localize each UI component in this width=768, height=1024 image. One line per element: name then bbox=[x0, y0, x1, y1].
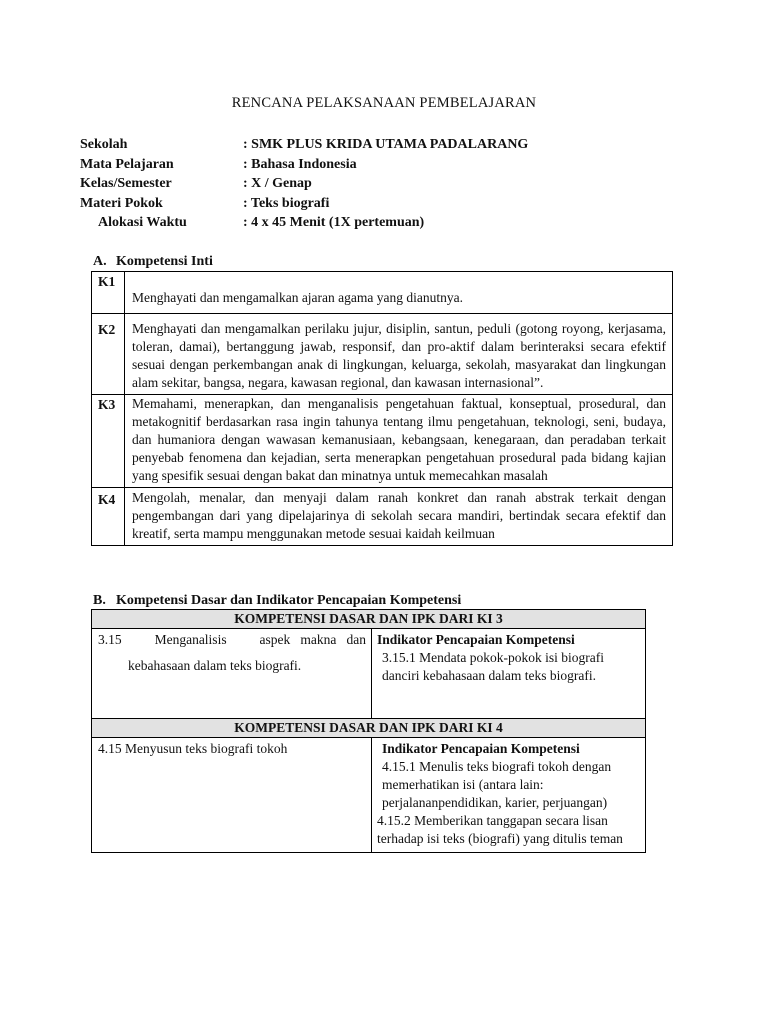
kd4-cell bbox=[92, 738, 372, 853]
table-row bbox=[92, 314, 673, 395]
section-b-heading bbox=[93, 592, 461, 610]
table-row bbox=[92, 395, 673, 488]
section-a-heading bbox=[93, 253, 213, 271]
table-row bbox=[92, 488, 673, 546]
identity-label: Materi Pokok bbox=[80, 195, 163, 211]
kd3-word: Menganalisis bbox=[154, 632, 227, 647]
ipk4-cell bbox=[372, 738, 646, 853]
kd4-text: 4.15 Menyusun teks biografi tokoh bbox=[98, 741, 288, 756]
kompetensi-inti-table bbox=[91, 271, 673, 546]
identity-block bbox=[80, 136, 640, 234]
ipk3-item: 3.15.1 Mendata pokok-pokok isi biografi danciri kebahasaan dalam teks biografi. bbox=[382, 650, 604, 683]
kd3-cell bbox=[92, 629, 372, 719]
identity-label: Alokasi Waktu bbox=[98, 215, 187, 230]
ki-description: Mengolah, menalar, dan menyaji dalam ranah konkret dan ranah abstrak terkait dengan pengembangan dari yang dipelajarinya di sekolah secara mandiri, bertindak secara efektif dan kreatif, serta mampu menggunakan metode sesuai kaidah keilmuan bbox=[125, 488, 673, 546]
ki-code: K3 bbox=[92, 395, 125, 488]
section-title: Kompetensi Inti bbox=[116, 254, 213, 269]
ipk4-item: 4.15.2 Memberikan tanggapan secara lisan terhadap isi teks (biografi) yang ditulis teman bbox=[377, 813, 623, 846]
table-header-row bbox=[92, 719, 646, 738]
kompetensi-dasar-table bbox=[91, 609, 646, 853]
section-number: B. bbox=[93, 593, 106, 608]
section-title: Kompetensi Dasar dan Indikator Pencapaian Kompetensi bbox=[116, 593, 462, 608]
ki-description: Menghayati dan mengamalkan perilaku jujur, disiplin, santun, peduli (gotong royong, kerjasama, toleran, damai), bertanggung jawab, responsif, dan pro-aktif dalam berinteraksi secara efektif sesuai dengan perkembangan anak di lingkungan, keluarga, sekolah, masyarakat dan lingkungan alam sekitar, bangsa, negara, kawasan regional, dan kawasan internasional”. bbox=[125, 314, 673, 395]
ki-code: K2 bbox=[92, 314, 125, 395]
identity-row-school bbox=[80, 136, 640, 156]
kd3-line2: kebahasaan dalam teks biografi. bbox=[128, 658, 302, 673]
ipk4-title: Indikator Pencapaian Kompetensi bbox=[382, 741, 580, 756]
ki-code: K1 bbox=[92, 272, 125, 314]
table-row bbox=[92, 738, 646, 853]
identity-row-time bbox=[80, 214, 640, 234]
ki-code: K4 bbox=[92, 488, 125, 546]
table-row bbox=[92, 629, 646, 719]
ipk3-title: Indikator Pencapaian Kompetensi bbox=[377, 632, 575, 647]
ki-description: Menghayati dan mengamalkan ajaran agama yang dianutnya. bbox=[125, 272, 673, 314]
table-row bbox=[92, 272, 673, 314]
identity-label: Kelas/Semester bbox=[80, 176, 172, 191]
identity-value: : Teks biografi bbox=[243, 195, 330, 211]
identity-value: : SMK PLUS KRIDA UTAMA PADALARANG bbox=[243, 137, 529, 152]
ipk3-cell bbox=[372, 629, 646, 719]
identity-label: Sekolah bbox=[80, 137, 128, 152]
ki-description: Memahami, menerapkan, dan menganalisis pengetahuan faktual, konseptual, prosedural, dan metakognitif berdasarkan rasa ingin tahunya tentang ilmu pengetahuan, teknologi, seni, budaya, dan humaniora dengan wawasan kemanusiaan, kebangsaan, kenegaraan, dan peradaban terkait penyebab fenomena dan kejadian, serta menerapkan pengetahuan prosedural pada bidang kajian yang spesifik sesuai dengan bakat dan minatnya untuk memecahkan masalah bbox=[125, 395, 673, 488]
kd3-rest: aspek makna dan bbox=[259, 632, 366, 647]
identity-value: : 4 x 45 Menit (1X pertemuan) bbox=[243, 215, 425, 230]
kd3-header: KOMPETENSI DASAR DAN IPK DARI KI 3 bbox=[92, 610, 646, 629]
section-number: A. bbox=[93, 254, 107, 269]
table-header-row bbox=[92, 610, 646, 629]
identity-value: : Bahasa Indonesia bbox=[243, 156, 357, 172]
identity-row-subject bbox=[80, 156, 640, 176]
identity-label: Mata Pelajaran bbox=[80, 156, 174, 172]
document-title: RENCANA PELAKSANAAN PEMBELAJARAN bbox=[231, 95, 537, 111]
kd4-header: KOMPETENSI DASAR DAN IPK DARI KI 4 bbox=[92, 719, 646, 738]
identity-row-class bbox=[80, 175, 640, 195]
identity-row-topic bbox=[80, 195, 640, 215]
kd3-number: 3.15 bbox=[98, 632, 122, 647]
ipk4-item: 4.15.1 Menulis teks biografi tokoh dengan memerhatikan isi (antara lain: perjalananpendidikan, karier, perjuangan) bbox=[382, 759, 612, 810]
kd3-line bbox=[98, 631, 366, 649]
identity-value: : X / Genap bbox=[243, 176, 312, 191]
